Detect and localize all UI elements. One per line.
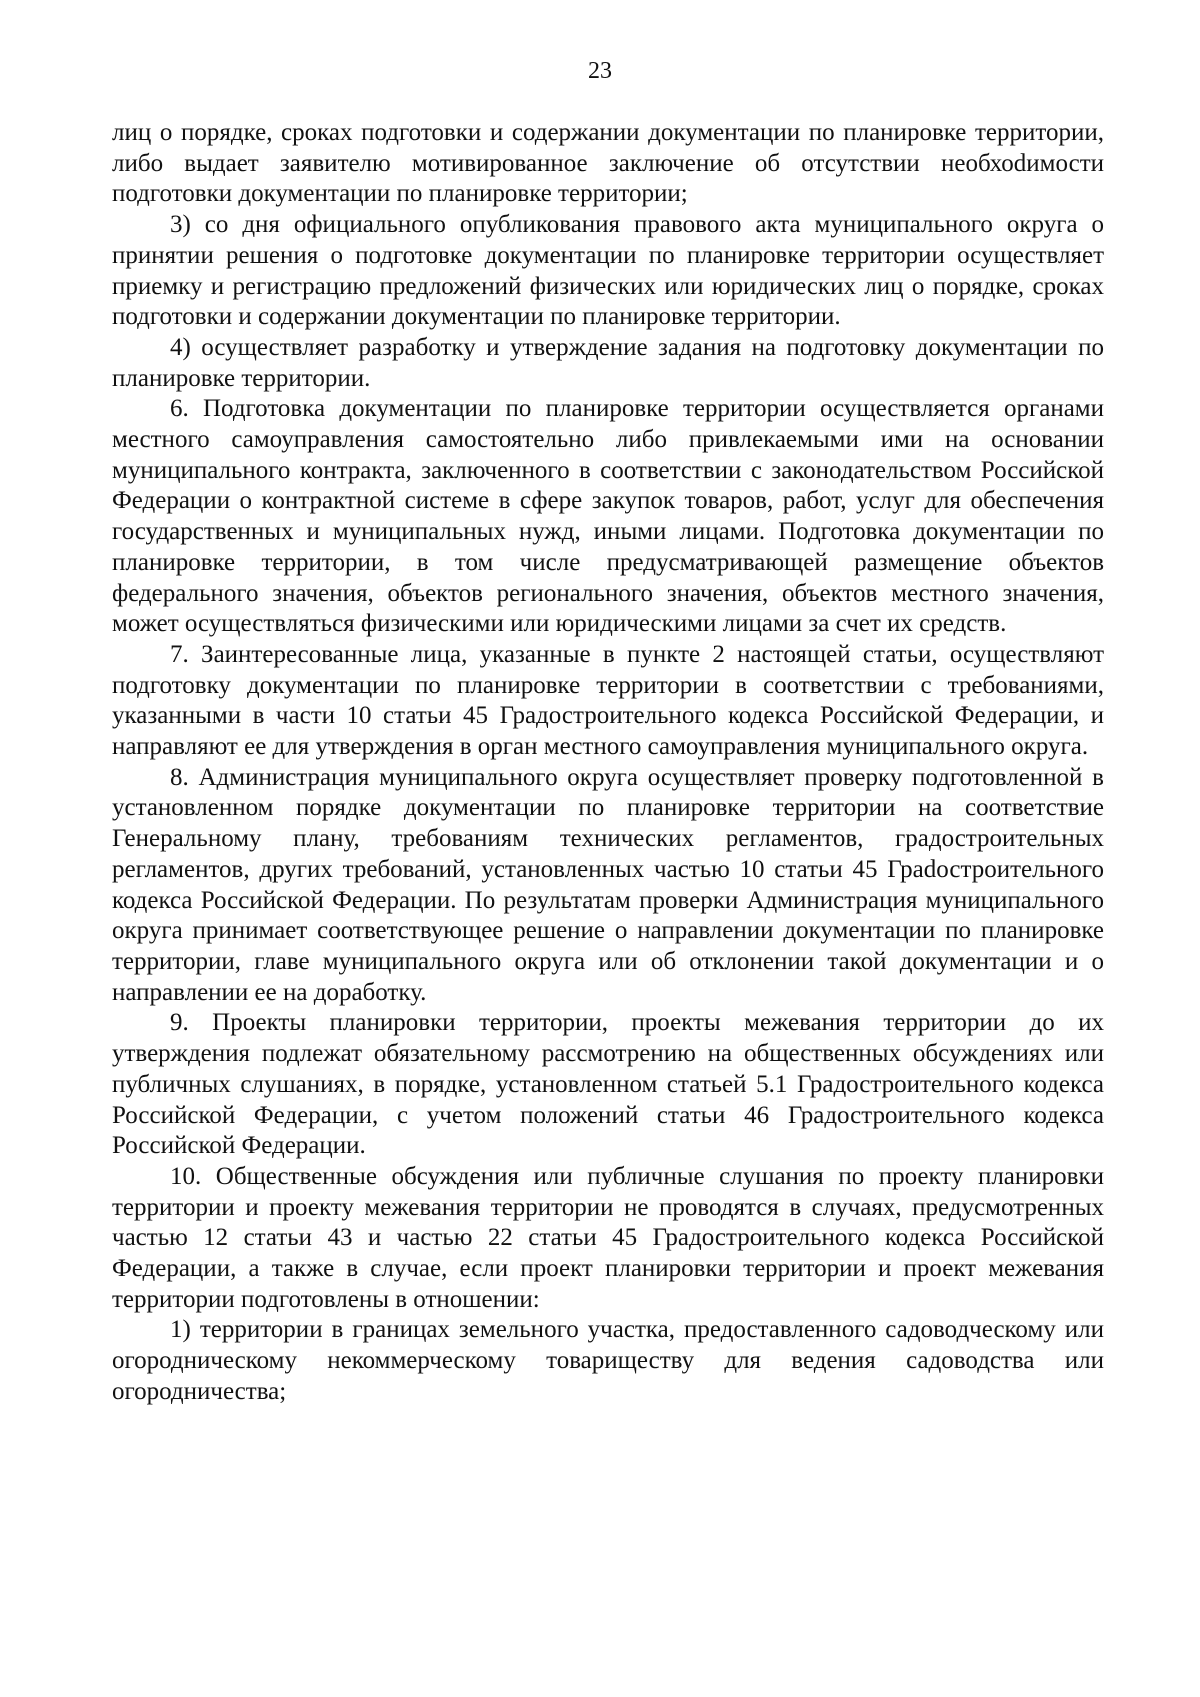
document-body: [112, 118, 1104, 1408]
paragraph-item-3: 3) со дня официального опубликования правового акта муниципального округа о принятии решения о подготовке документации по планировке территории осуществляет приемку и регистрацию предложений физических или юридических лиц о порядке, сроках подготовки и содержании документации по планировке территории.: [112, 211, 1104, 331]
paragraph-point-7: 7. Заинтересованные лица, указанные в пункте 2 настоящей статьи, осуществляют подготовку документации по планировке территории в соответствии с требованиями, указанными в части 10 статьи 45 Градостроительного кодекса Российской Федерации, и направляют ее для утверждения в орган местного самоуправления муниципального округа.: [112, 640, 1104, 761]
paragraph-continuation: лиц о порядке, сроках подготовки и содержании документации по планировке территории, либо выдает заявителю мотивированное заключение об отсутствии необхоdимости подготовки документации по планировке территории;: [112, 119, 1104, 208]
paragraph-point-10: 10. Общественные обсуждения или публичные слушания по проекту планировки территории и проекту межевания территории не проводятся в случаях, предусмотренных частью 12 статьи 43 и частью 22 статьи 45 Градостроительного кодекса Российской Федерации, а также в случае, если проект планировки территории и проект межевания территории подготовлены в отношении:: [112, 1162, 1104, 1313]
paragraph-item-4: 4) осуществляет разработку и утверждение задания на подготовку документации по планировке территории.: [112, 333, 1104, 392]
paragraph-item-1: 1) территории в границах земельного участка, предоставленного садоводческому или огородническому некоммерческому товариществу для ведения садоводства или огородничества;: [112, 1316, 1104, 1405]
paragraph-point-8: 8. Администрация муниципального округа осуществляет проверку подготовленной в установленном порядке документации по планировке территории на соответствие Генеральному плану, требованиям технических регламентов, градостроительных регламентов, других требований, установленных частью 10 статьи 45 Граdостроительного кодекса Российской Федерации. По результатам проверки Администрация муниципального округа принимает соответствующее решение о направлении документации по планировке территории, главе муниципального округа или об отклонении такой документации и о направлении ее на доработку.: [112, 763, 1104, 1006]
page-number: 23: [588, 58, 612, 84]
paragraph-point-6: 6. Подготовка документации по планировке территории осуществляется органами местного самоуправления самостоятельно либо привлекаемыми ими на основании муниципального контракта, заключенного в соответствии с законодательством Российской Федерации о контрактной системе в сфере закупок товаров, работ, услуг для обеспечения государственных и муниципальных нужд, иными лицами. Подготовка документации по планировке территории, в том числе предусматривающей размещение объектов федерального значения, объектов регионального значения, объектов местного значения, может осуществляться физическими или юридическими лицами за счет их средств.: [112, 395, 1104, 638]
paragraph-point-9: 9. Проекты планировки территории, проекты межевания территории до их утверждения подлежат обязательному рассмотрению на общественных обсуждениях или публичных слушаниях, в порядке, установленном статьей 5.1 Градостроительного кодекса Российской Федерации, с учетом положений статьи 46 Градостроительного кодекса Российской Федерации.: [112, 1009, 1104, 1160]
